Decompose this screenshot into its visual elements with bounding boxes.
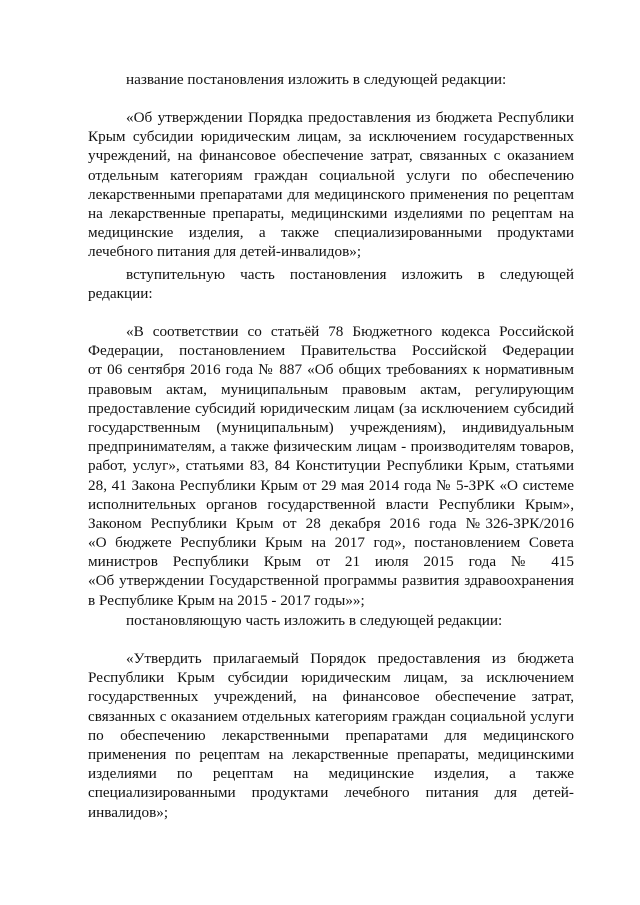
text-line: отдельным категориям граждан социальной услуги по обеспечению	[88, 166, 574, 184]
text-line: по обеспечению лекарственными препаратами для медицинского	[88, 726, 574, 744]
text-line: применения по рецептам на лекарственные препараты, медицинскими	[88, 745, 574, 763]
text-line: медицинские изделия, а также специализированными продуктами	[88, 224, 574, 242]
text-line: «Об утверждении Государственной программы развития здравоохранения	[88, 572, 574, 590]
text-line: в Республике Крым на 2015 - 2017 годы»»;	[88, 591, 365, 609]
text-line: Федерации, постановлением Правительства Российской Федерации	[88, 342, 574, 360]
text-line: инвалидов»;	[88, 803, 169, 821]
text-line: министров Республики Крым от 21 июля 2015 года № 415	[88, 553, 574, 571]
text-line: лечебного питания для детей-инвалидов»;	[88, 243, 362, 261]
text-line: постановляющую часть изложить в следующей редакции:	[126, 612, 503, 629]
text-line: редакции:	[88, 285, 153, 303]
text-line: связанных с оказанием отдельных категориям граждан социальной услуги	[88, 707, 574, 725]
text-line: от 06 сентября 2016 года № 887 «Об общих требованиях к нормативным	[88, 361, 574, 379]
text-line: Республики Крым субсидии юридическим лицам, за исключением	[88, 669, 574, 687]
text-line: название постановления изложить в следующей редакции:	[126, 71, 507, 88]
text-line: «Об утверждении Порядка предоставления из бюджета Республики	[126, 109, 574, 126]
text-line: правовым актам, муниципальным правовым актам, регулирующим	[88, 380, 574, 398]
paragraph-title-instruction	[88, 70, 574, 89]
text-line: «Утвердить прилагаемый Порядок предоставления из бюджета	[126, 650, 574, 667]
text-line: Законом Республики Крым от 28 декабря 2016 года №326-ЗРК/2016	[88, 514, 574, 532]
text-line: специализированными продуктами лечебного питания для детей-	[88, 784, 574, 802]
text-line: предоставление субсидий юридическим лицам (за исключением субсидий	[88, 399, 574, 417]
paragraph-operative-instruction	[88, 611, 574, 630]
text-line: государственных учреждений, на финансовое обеспечение затрат,	[88, 688, 574, 706]
paragraph-operative-text	[88, 649, 574, 822]
text-line: 28, 41 Закона Республики Крым от 29 мая 2014 года № 5-ЗРК «О системе	[88, 476, 574, 494]
text-line: работ, услуг», статьями 83, 84 Конституции Республики Крым, статьями	[88, 457, 574, 475]
text-line: лекарственными препаратами для медицинского применения по рецептам	[88, 185, 574, 203]
text-line: государственным (муниципальным) учреждениям), индивидуальным	[88, 418, 574, 436]
paragraph-preamble-text	[88, 322, 574, 610]
text-line: «О бюджете Республики Крым на 2017 год», постановлением Совета	[88, 534, 574, 552]
paragraph-preamble-instruction	[88, 265, 574, 303]
text-line: изделиями по рецептам на медицинские изделия, а также	[88, 765, 574, 783]
text-line: исполнительных органов государственной власти Республики Крым»,	[88, 495, 574, 513]
text-line: учреждений, на финансовое обеспечение затрат, связанных с оказанием	[88, 147, 574, 165]
text-line: предпринимателям, а также физическим лицам - производителям товаров,	[88, 438, 574, 456]
text-line: Крым субсидии юридическим лицам, за исключением государственных	[88, 128, 574, 146]
paragraph-title-text	[88, 108, 574, 262]
text-line: на лекарственные препараты, медицинскими изделиями по рецептам на	[88, 204, 574, 222]
text-line: «В соответствии со статьёй 78 Бюджетного кодекса Российской	[126, 323, 574, 340]
text-line: вступительную часть постановления изложить в следующей	[126, 266, 574, 283]
